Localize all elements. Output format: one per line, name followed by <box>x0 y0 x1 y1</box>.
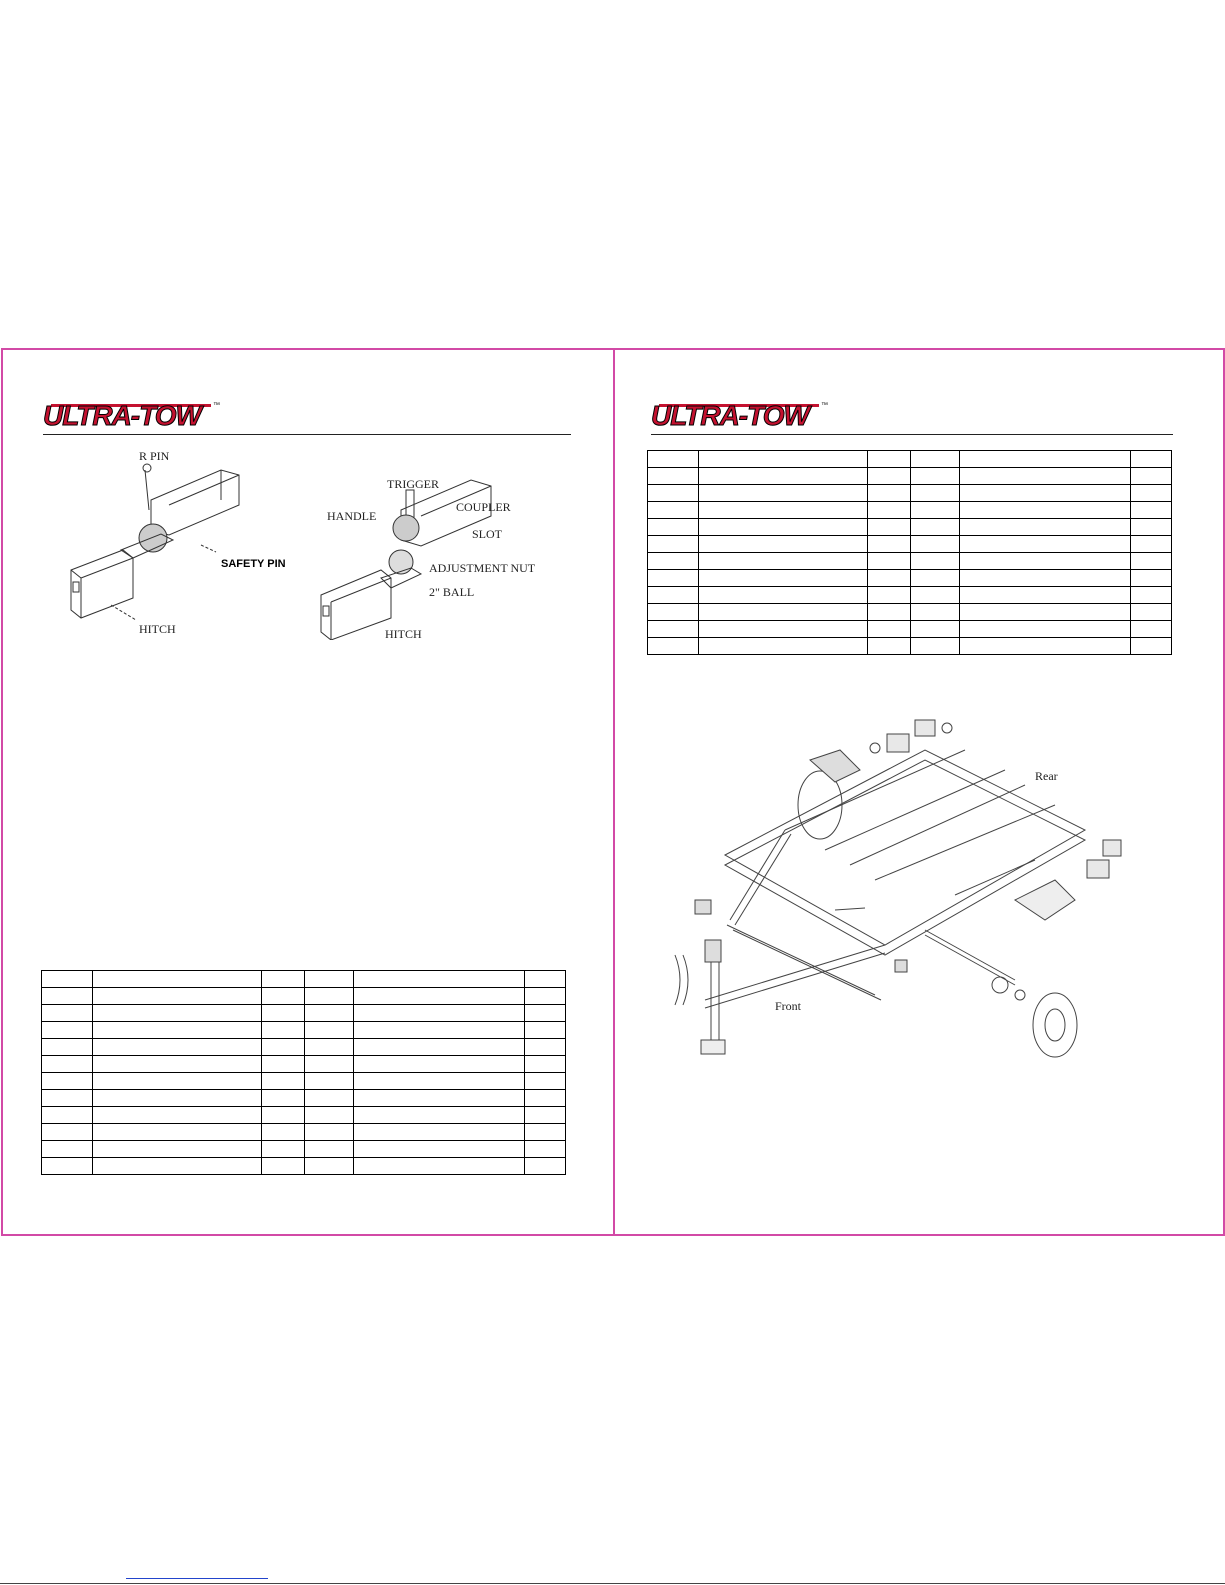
table-row <box>42 1124 566 1141</box>
trailer-exploded-view <box>635 710 1175 1090</box>
table-row <box>648 604 1172 621</box>
table-cell <box>868 553 911 570</box>
table-cell <box>911 587 960 604</box>
table-cell <box>525 1022 566 1039</box>
table-cell <box>911 570 960 587</box>
table-row <box>648 553 1172 570</box>
table-cell <box>960 468 1131 485</box>
table-cell <box>911 485 960 502</box>
table-row <box>648 621 1172 638</box>
table-cell <box>648 536 699 553</box>
table-row <box>648 638 1172 655</box>
table-cell <box>648 485 699 502</box>
label-ball: 2" BALL <box>429 585 475 599</box>
table-cell <box>93 971 262 988</box>
table-cell <box>42 1056 93 1073</box>
table-cell <box>1131 451 1172 468</box>
table-cell <box>93 1022 262 1039</box>
table-cell <box>960 553 1131 570</box>
table-cell <box>1131 536 1172 553</box>
table-cell <box>699 570 868 587</box>
table-cell <box>262 1124 305 1141</box>
table-cell <box>960 451 1131 468</box>
parts-table-right <box>647 450 1172 655</box>
table-cell <box>911 451 960 468</box>
table-cell <box>262 1141 305 1158</box>
label-rear: Rear <box>1035 769 1058 783</box>
table-row <box>648 570 1172 587</box>
table-cell <box>648 502 699 519</box>
hitch-drawing-pinned <box>71 464 239 620</box>
table-cell <box>525 1124 566 1141</box>
table-cell <box>960 536 1131 553</box>
table-cell <box>868 536 911 553</box>
table-cell <box>354 988 525 1005</box>
table-cell <box>648 468 699 485</box>
table-cell <box>262 971 305 988</box>
table-cell <box>960 621 1131 638</box>
table-cell <box>868 451 911 468</box>
table-cell <box>960 502 1131 519</box>
table-row <box>42 1107 566 1124</box>
table-cell <box>648 638 699 655</box>
table-cell <box>354 971 525 988</box>
table-cell <box>354 1158 525 1175</box>
table-cell <box>525 1073 566 1090</box>
table-row <box>42 1073 566 1090</box>
table-cell <box>699 451 868 468</box>
label-safety-pin: SAFETY PIN <box>221 558 286 570</box>
table-cell <box>648 587 699 604</box>
table-cell <box>699 536 868 553</box>
footer-rule <box>0 1583 1225 1584</box>
table-cell <box>93 1039 262 1056</box>
table-cell <box>93 1090 262 1107</box>
table-row <box>648 451 1172 468</box>
table-cell <box>868 485 911 502</box>
table-cell <box>93 1158 262 1175</box>
table-row <box>648 587 1172 604</box>
table-row <box>42 1056 566 1073</box>
table-cell <box>911 468 960 485</box>
table-cell <box>262 1056 305 1073</box>
table-cell <box>648 519 699 536</box>
table-cell <box>911 502 960 519</box>
table-cell <box>262 1039 305 1056</box>
table-cell <box>1131 468 1172 485</box>
table-cell <box>960 485 1131 502</box>
table-cell <box>42 1073 93 1090</box>
table-cell <box>42 1107 93 1124</box>
table-row <box>648 502 1172 519</box>
table-cell <box>525 1141 566 1158</box>
table-cell <box>960 570 1131 587</box>
table-cell <box>911 553 960 570</box>
table-cell <box>525 1005 566 1022</box>
label-hitch-left: HITCH <box>139 622 176 636</box>
table-cell <box>648 570 699 587</box>
label-trigger: TRIGGER <box>387 477 439 491</box>
table-cell <box>648 621 699 638</box>
table-row <box>648 519 1172 536</box>
left-page <box>1 348 615 1236</box>
table-cell <box>354 1056 525 1073</box>
table-cell <box>868 519 911 536</box>
table-cell <box>911 536 960 553</box>
table-cell <box>93 1005 262 1022</box>
table-cell <box>262 988 305 1005</box>
label-r-pin: R PIN <box>139 450 170 463</box>
table-cell <box>354 1039 525 1056</box>
table-cell <box>699 485 868 502</box>
table-cell <box>305 1090 354 1107</box>
table-cell <box>354 1141 525 1158</box>
footer-link-underline <box>126 1578 268 1579</box>
table-cell <box>305 1056 354 1073</box>
table-cell <box>525 1107 566 1124</box>
ultra-tow-logo: ULTRA-TOW ™ <box>651 400 828 431</box>
label-coupler: COUPLER <box>456 500 511 514</box>
table-cell <box>648 451 699 468</box>
table-row <box>42 1158 566 1175</box>
table-cell <box>525 1158 566 1175</box>
table-cell <box>525 1056 566 1073</box>
table-cell <box>960 519 1131 536</box>
table-cell <box>93 988 262 1005</box>
right-page <box>613 348 1225 1236</box>
table-cell <box>1131 587 1172 604</box>
table-cell <box>868 604 911 621</box>
table-cell <box>868 621 911 638</box>
table-cell <box>42 1090 93 1107</box>
table-cell <box>93 1073 262 1090</box>
table-cell <box>354 1022 525 1039</box>
table-cell <box>305 1022 354 1039</box>
table-cell <box>305 971 354 988</box>
table-row <box>42 988 566 1005</box>
table-cell <box>42 1039 93 1056</box>
table-cell <box>699 468 868 485</box>
table-cell <box>354 1073 525 1090</box>
table-cell <box>305 1039 354 1056</box>
table-cell <box>1131 638 1172 655</box>
table-cell <box>911 519 960 536</box>
table-cell <box>305 1141 354 1158</box>
table-cell <box>699 604 868 621</box>
table-cell <box>1131 485 1172 502</box>
table-cell <box>525 1039 566 1056</box>
table-cell <box>305 1005 354 1022</box>
table-cell <box>354 1005 525 1022</box>
table-row <box>648 485 1172 502</box>
table-cell <box>305 1158 354 1175</box>
table-row <box>648 536 1172 553</box>
table-cell <box>1131 570 1172 587</box>
table-cell <box>911 621 960 638</box>
table-cell <box>42 1022 93 1039</box>
table-cell <box>960 604 1131 621</box>
table-cell <box>262 1158 305 1175</box>
table-cell <box>525 1090 566 1107</box>
table-cell <box>262 1073 305 1090</box>
table-cell <box>699 553 868 570</box>
table-cell <box>1131 604 1172 621</box>
label-handle: HANDLE <box>327 509 377 523</box>
table-cell <box>648 604 699 621</box>
table-cell <box>42 1005 93 1022</box>
table-cell <box>305 1107 354 1124</box>
table-cell <box>1131 502 1172 519</box>
table-cell <box>699 638 868 655</box>
table-cell <box>305 1124 354 1141</box>
table-cell <box>699 519 868 536</box>
table-cell <box>262 1022 305 1039</box>
table-row <box>42 1141 566 1158</box>
table-cell <box>93 1056 262 1073</box>
table-row <box>42 971 566 988</box>
table-row <box>42 1005 566 1022</box>
table-cell <box>868 468 911 485</box>
table-cell <box>354 1124 525 1141</box>
table-cell <box>262 1005 305 1022</box>
table-cell <box>42 1141 93 1158</box>
table-cell <box>911 604 960 621</box>
hitch-diagram <box>51 450 571 640</box>
table-cell <box>525 988 566 1005</box>
parts-table-left <box>41 970 566 1175</box>
label-front: Front <box>775 999 802 1013</box>
table-cell <box>354 1090 525 1107</box>
table-cell <box>648 553 699 570</box>
table-cell <box>354 1107 525 1124</box>
table-row <box>42 1022 566 1039</box>
table-cell <box>868 502 911 519</box>
table-row <box>42 1039 566 1056</box>
table-cell <box>868 570 911 587</box>
table-cell <box>699 621 868 638</box>
table-cell <box>1131 553 1172 570</box>
label-slot: SLOT <box>472 527 502 541</box>
table-cell <box>42 971 93 988</box>
header-rule <box>43 434 571 435</box>
table-cell <box>868 587 911 604</box>
table-cell <box>42 988 93 1005</box>
ultra-tow-logo: ULTRA-TOW ™ <box>43 400 220 431</box>
table-cell <box>93 1124 262 1141</box>
table-cell <box>305 988 354 1005</box>
table-cell <box>305 1073 354 1090</box>
table-row <box>648 468 1172 485</box>
table-cell <box>699 587 868 604</box>
header-rule <box>651 434 1173 435</box>
table-cell <box>1131 519 1172 536</box>
table-cell <box>868 638 911 655</box>
table-cell <box>262 1107 305 1124</box>
table-cell <box>1131 621 1172 638</box>
table-cell <box>960 638 1131 655</box>
label-adjustment-nut: ADJUSTMENT NUT <box>429 561 536 575</box>
table-row <box>42 1090 566 1107</box>
table-cell <box>699 502 868 519</box>
table-cell <box>93 1141 262 1158</box>
table-cell <box>911 638 960 655</box>
table-cell <box>960 587 1131 604</box>
table-cell <box>42 1158 93 1175</box>
table-cell <box>525 971 566 988</box>
table-cell <box>42 1124 93 1141</box>
table-cell <box>93 1107 262 1124</box>
label-hitch-right: HITCH <box>385 627 422 640</box>
table-cell <box>262 1090 305 1107</box>
